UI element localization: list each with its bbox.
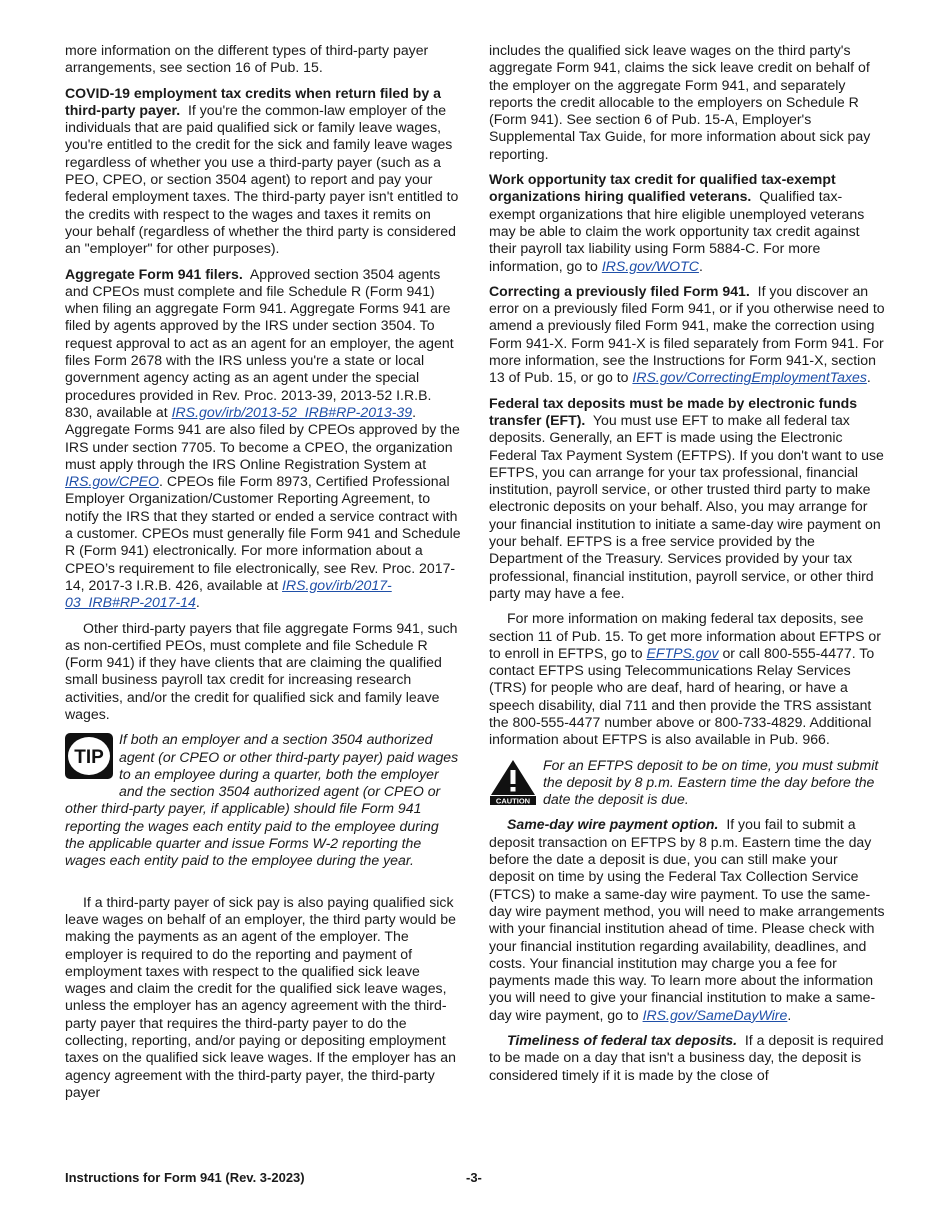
same-day-section: Same-day wire payment option. If you fail to submit a deposit transaction on EFTPS by 8 p.m. Eastern time the day before the date a deposit is due, you can still make your deposit on time by using the Federal Tax Collection Service (FTCS) to make a same-day wire payment. To use the same-day wire payment method, you will need to make arrangements with your financial institution ahead of time. Please check with your financial institution regarding availability, deadlines, and costs. Your financial institution may charge you a fee for payments made this way. To learn more about the information you will need to give your financial institution to make a same-day wire payment, go to IRS.gov/SameDayWire. (489, 816, 885, 1023)
tip-note (65, 731, 462, 869)
eft-section: Federal tax deposits must be made by electronic funds transfer (EFT). You must use EFT to make all federal tax deposits. Generally, an EFT is made using the Electronic Federal Tax Payment System (EFTPS). If you don't want to use EFTPS, you can arrange for your tax professional, financial institution, payroll service, or other trusted third party to make electronic deposits on your behalf. Also, you may arrange for your financial institution to initiate a same-day wire payment on your behalf. EFTPS is a free service provided by the Department of the Treasury. Services provided by your tax professional, financial institution, payroll service, or other third party may have a fee. (489, 394, 884, 601)
left-column (65, 42, 462, 1109)
same-day-wire-link[interactable]: IRS.gov/SameDayWire (642, 1006, 788, 1023)
footer-form-title: Instructions for Form 941 (Rev. 3-2023) (65, 1170, 305, 1185)
other-payers-paragraph: Other third-party payers that file aggregate Forms 941, such as non-certified PEOs, must complete and file Schedule R (Form 941) if they have clients that are claiming the qualified small business payroll tax credit for increasing research activities, and/or the credit for qualified sick and family leave wages. (65, 619, 458, 722)
same-day-heading: Same-day wire payment option. (507, 816, 719, 833)
continued-paragraph: includes the qualified sick leave wages on the third party's aggregate Form 941, claims the sick leave credit on behalf of the employer on the aggregate Form 941, and separately reports the credit allocable to the employers on Schedule R (Form 941). See section 6 of Pub. 15-A, Employer's Supplemental Tax Guide, for more information about sick pay reporting. (489, 42, 871, 162)
correcting-heading: Correcting a previously filed Form 941. (489, 282, 750, 299)
correcting-section: Correcting a previously filed Form 941. If you discover an error on a previously filed Form 941, or if you otherwise need to amend a previously filed Form 941, make the correction using Form 941-X. Form 941-X is filed separately from Form 941. For more information, see the Instructions for Form 941-X, section 13 of Pub. 15, or go to IRS.gov/CorrectingEmploymentTaxes. (489, 282, 885, 386)
cpeo-link[interactable]: IRS.gov/CPEO (65, 473, 159, 490)
caution-text: For an EFTPS deposit to be on time, you must submit the deposit by 8 p.m. Eastern time the day before the date the deposit is due. (543, 756, 879, 808)
correcting-link[interactable]: IRS.gov/CorrectingEmploymentTaxes (632, 369, 867, 386)
covid-section (65, 85, 462, 258)
sick-pay-paragraph: If a third-party payer of sick pay is also paying qualified sick leave wages on behalf of an employer, the third party would be making the payments as an agent of the employer. The employer is required to do the reporting and payment of employment taxes with respect to the qualified sick leave wages and claim the credit for the qualified sick leave wages, unless the employer has an agency agreement with the third-party payer that requires the third-party payer to do the collecting, reporting, and/or paying or depositing employment taxes on the qualified sick leave wages. If the employer has an agency agreement with the third-party payer, the third-party payer (65, 893, 456, 1100)
eftps-link[interactable]: EFTPS.gov (646, 644, 719, 661)
irb-2017-link[interactable]: IRS.gov/irb/2017-03_IRB#RP-2017-14 (65, 576, 392, 611)
caution-note (489, 757, 886, 809)
irb-2013-link[interactable]: IRS.gov/irb/2013-52_IRB#RP-2013-39 (171, 403, 413, 420)
intro-paragraph: more information on the different types of third-party payer arrangements, see section 16 of Pub. 15. (65, 42, 429, 76)
tip-text: If both an employer and a section 3504 authorized agent (or CPEO or other third-party payer) paid wages to an employee during a quarter, both the employer and the section 3504 authorized agent (or CPEO or other third-party payer, if applicable) should file Form 941 reporting the wages each entity paid to the employee during the applicable quarter and issue Forms W-2 reporting the wages each entity paid to the employee during the year. (65, 731, 459, 869)
aggregate-heading: Aggregate Form 941 filers. (65, 265, 243, 282)
covid-body: If you're the common-law employer of the individuals that are paid qualified sick or family leave wages, you're entitled to the credit for the sick and family leave wages regardless of whether you use a third-party payer (such as a PEO, CPEO, or section 3504 agent) to report and pay your federal employment taxes. The third-party payer isn't entitled to the credits with respect to the wages and taxes it remits on your behalf (regardless of whether the third party is considered an "employer" for other purposes). (65, 101, 459, 257)
deposits-paragraph: For more information on making federal tax deposits, see section 11 of Pub. 15. To get more information about EFTPS or to enroll in EFTPS, go to EFTPS.gov or call 800-555-4477. To contact EFTPS using Telecommunications Relay Services (TRS) for people who are deaf, hard of hearing, or have a speech disability, dial 711 and then provide the TRS assistant the 800-555-4477 number above or 800-733-4829. Additional information about EFTPS is also available in Pub. 966. (489, 610, 881, 748)
wotc-section: Work opportunity tax credit for qualified tax-exempt organizations hiring qualified veterans. Qualified tax-exempt organizations that hire eligible unemployed veterans may be able to claim the work opportunity tax credit against their payroll tax liability using Form 5884-C. For more information, go to IRS.gov/WOTC. (489, 171, 865, 274)
aggregate-section: Aggregate Form 941 filers. Approved section 3504 agents and CPEOs must complete and file Schedule R (Form 941) when filing an aggregate Form 941. Aggregate Forms 941 are filed by agents approved by the IRS under section 3504. To request approval to act as an agent for an employer, the agent files Form 2678 with the IRS unless you're a state or local government agency acting as an agent under the special procedures provided in Rev. Proc. 2013-39, 2013-52 I.R.B. 830, available at IRS.gov/irb/2013-52_IRB#RP-2013-39. Aggregate Forms 941 are also filed by CPEOs approved by the IRS under section 7705. To become a CPEO, the organization must apply through the IRS Online Registration System at IRS.gov/CPEO. CPEOs file Form 8973, Certified Professional Employer Organization/Customer Reporting Agreement, to notify the IRS that they started or ended a service contract with a customer. CPEOs must generally file Form 941 and Schedule R (Form 941) electronically. For more information about a CPEO’s requirement to file electronically, see Rev. Proc. 2017-14, 2017-3 I.R.B. 426, available at IRS.gov/irb/2017-03_IRB#RP-2017-14. (65, 265, 461, 611)
right-column (489, 42, 886, 1092)
tip-icon (65, 733, 113, 783)
caution-label: CAUTION (495, 796, 531, 805)
timeliness-heading: Timeliness of federal tax deposits. (507, 1032, 738, 1049)
page-number: -3- (466, 1170, 482, 1185)
tip-label: TIP (74, 747, 104, 769)
wotc-heading: Work opportunity tax credit for qualified tax-exempt organizations hiring qualified veterans. (489, 171, 836, 205)
eft-heading: Federal tax deposits must be made by electronic funds transfer (EFT). (489, 394, 858, 428)
caution-icon (489, 759, 537, 809)
covid-heading: COVID-19 employment tax credits when return filed by a third-party payer. (65, 84, 441, 118)
wotc-link[interactable]: IRS.gov/WOTC (601, 257, 699, 274)
timeliness-section: Timeliness of federal tax deposits. If a deposit is required to be made on a day that isn't a business day, the deposit is considered timely if it is made by the close of (489, 1032, 884, 1083)
